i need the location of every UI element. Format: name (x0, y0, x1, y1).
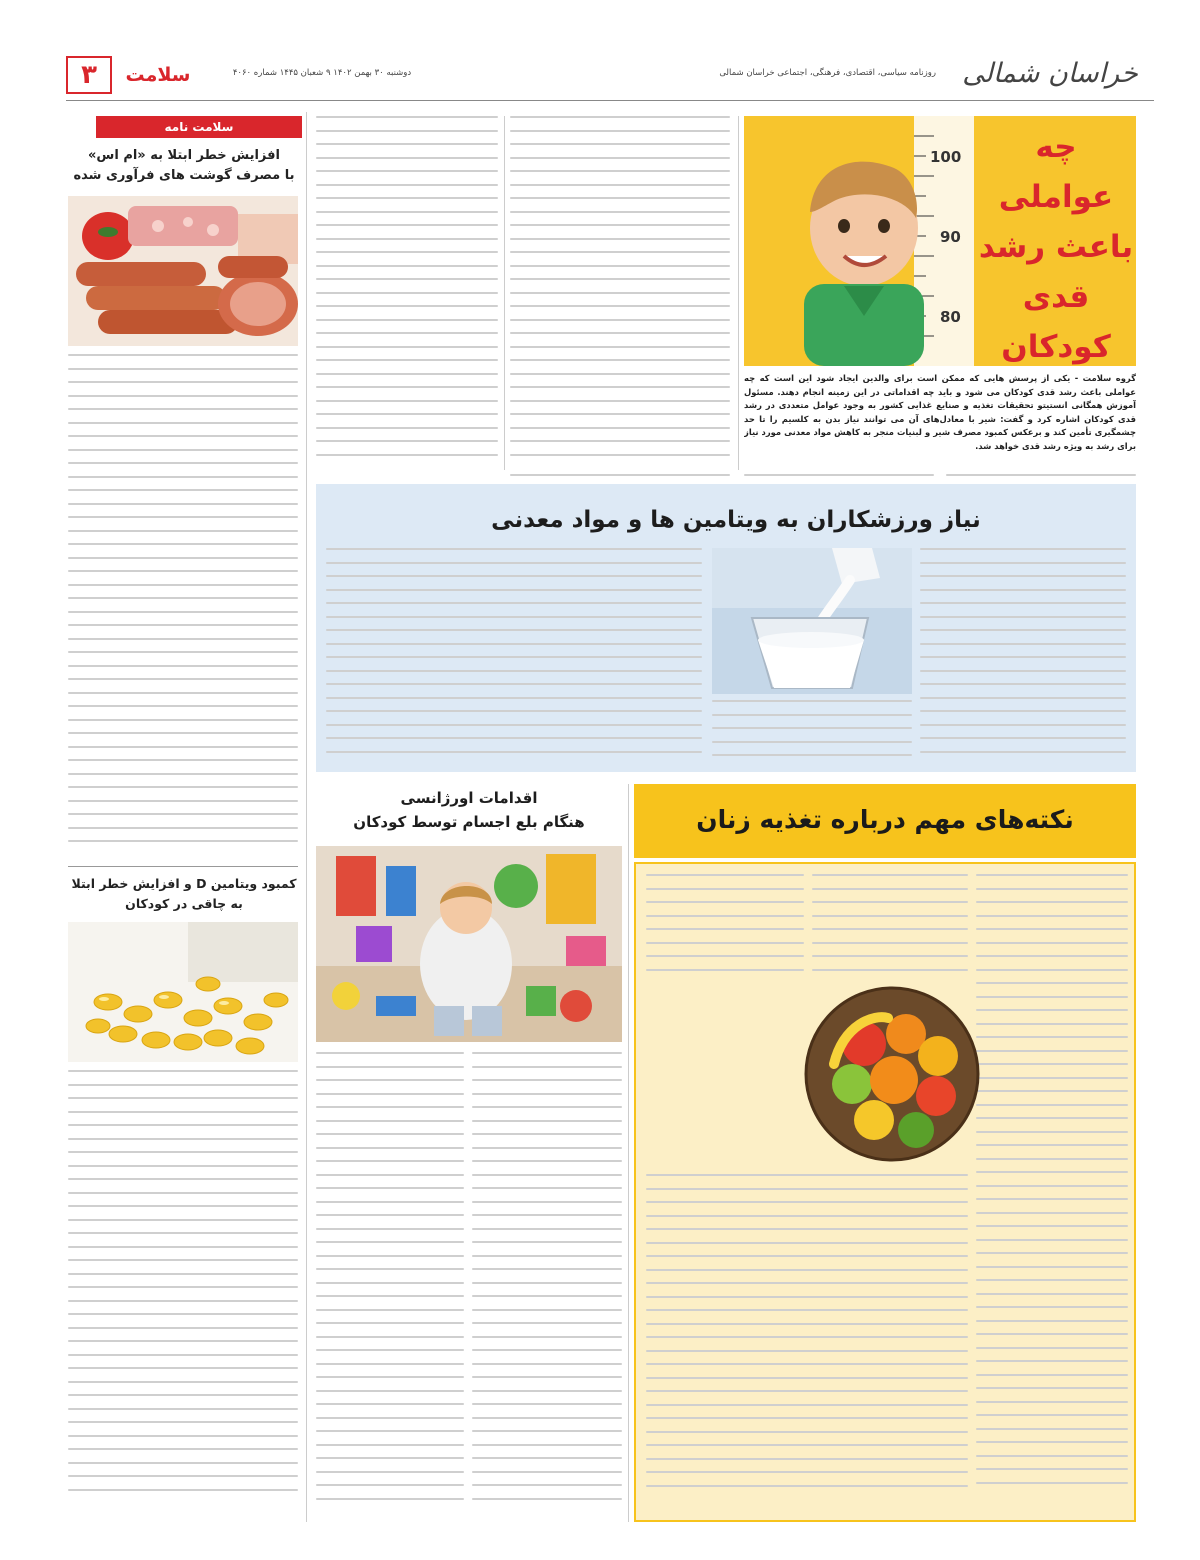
growth-article-col3 (316, 116, 498, 470)
sidebar-item2-title-line1: کمبود ویتامین D و افزایش خطر ابتلا (71, 876, 297, 891)
emergency-headline (316, 786, 622, 834)
emergency-col-left (316, 1052, 464, 1522)
growth-headline (976, 122, 1136, 366)
sidebar-item1-title-line2: با مصرف گوشت های فرآوری شده (73, 168, 295, 183)
child-with-toys-image (316, 846, 622, 1042)
ruler-label-90: 90 (940, 228, 961, 246)
women-col-right (976, 874, 1128, 1514)
women-col-middle-lower (646, 1174, 968, 1514)
masthead-logo-text: خراسان شمالی (962, 58, 1138, 89)
column-rule-b (738, 116, 739, 470)
processed-meat-image (68, 196, 298, 346)
sidebar-item1-title (70, 146, 298, 186)
emergency-col-right (472, 1052, 622, 1522)
emergency-headline-line1: اقدامات اورژانسی (400, 789, 538, 807)
sidebar-item2-body (68, 1070, 298, 1520)
sidebar-item1-body (68, 354, 298, 862)
vitamin-d-capsules-image (68, 922, 298, 1062)
section-title: سلامت (125, 64, 191, 86)
growth-lead: گروه سلامت - یکی از پرسش هایی که ممکن است برای والدین ایجاد شود این است که چه عواملی باعث رشد قدی کودکان می شود و باید چه اقداماتی در این زمینه انجام دهند. مسئول آموزش همگانی انستیتو تحقیقات تغذیه و صنایع غذایی کشور به وجود عوامل متعددی در رشد قدی کودکان اشاره کرد و گفت: شیر با معادل‌های آن می توانند نیاز بدن به کلسیم را تا حد چشمگیری تأمین کند و برعکس کمبود مصرف شیر و لبنیات منجر به کاهش مواد معدنی مورد نیاز برای رشد به ویژه رشد قدی خواهد شد. (744, 373, 1136, 451)
growth-headline-line2: باعث رشد (978, 229, 1134, 265)
women-nutrition-box (634, 862, 1136, 1522)
milk-glass-image (712, 548, 912, 694)
growth-headline-line1: چه عواملی (998, 129, 1114, 215)
women-nutrition-headline: نکته‌های مهم درباره تغذیه زنان (696, 805, 1074, 834)
women-col-left-top (646, 874, 804, 984)
masthead-logo (946, 52, 1154, 96)
emergency-headline-line2: هنگام بلع اجسام توسط کودکان (353, 813, 585, 831)
ruler-label-100: 100 (930, 148, 962, 166)
athletes-col-middle-lower (712, 700, 912, 760)
sidebar-column-rule (306, 112, 307, 1522)
sidebar-divider (68, 866, 298, 867)
athletes-col-left (326, 548, 702, 760)
women-col-middle-top (812, 874, 968, 984)
tagline: روزنامه سیاسی، اقتصادی، فرهنگی، اجتماعی خراسان شمالی (719, 68, 936, 78)
sidebar-item2-title-line2: به چاقی در کودکان (125, 896, 243, 911)
athletes-section (316, 484, 1136, 772)
sidebar-label (96, 116, 302, 138)
sidebar-label-text: سلامت نامه (164, 120, 234, 134)
page-number: ۳ (66, 56, 112, 94)
sidebar-item1-title-line1: افزایش خطر ابتلا به «ام اس» (88, 148, 280, 163)
athletes-col-right (920, 548, 1126, 760)
column-rule-c (504, 116, 505, 470)
column-rule-a (628, 784, 629, 1522)
header (66, 56, 1154, 96)
sidebar-item2-title (70, 874, 298, 914)
growth-headline-line3: قدی کودکان (1001, 279, 1111, 365)
fruit-basket-image (804, 984, 980, 1164)
ruler-label-80: 80 (940, 308, 961, 326)
growth-article-col2 (510, 116, 730, 470)
header-rule (66, 100, 1154, 101)
athletes-headline: نیاز ورزشکاران به ویتامین ها و مواد معدنی (491, 507, 981, 533)
child-height-hero (744, 116, 1136, 366)
women-nutrition-banner (634, 784, 1136, 858)
date-line: دوشنبه ۳۰ بهمن ۱۴۰۲ ۹ شعبان ۱۴۴۵ شماره ۴۰۶۰ (232, 68, 412, 78)
